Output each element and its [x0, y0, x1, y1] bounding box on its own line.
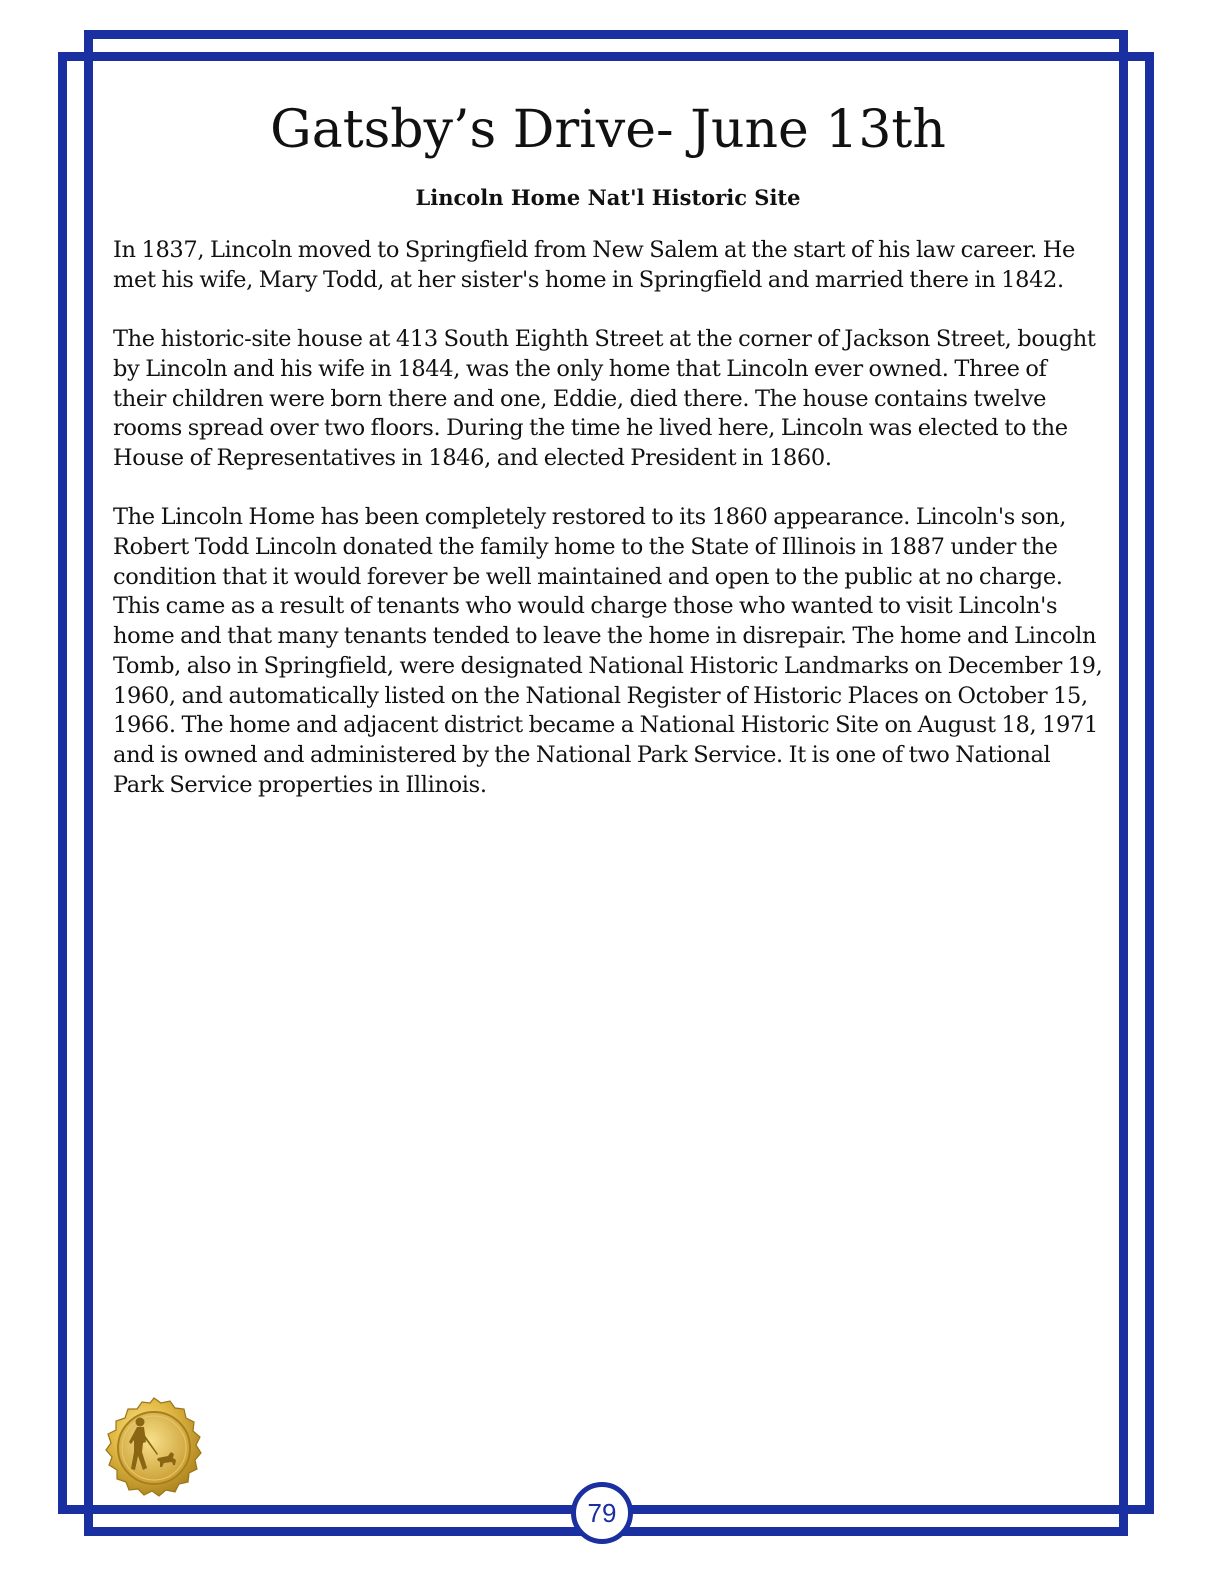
page-number-badge: 79: [571, 1482, 633, 1544]
paragraph-3: The Lincoln Home has been completely restored to its 1860 appearance. Lincoln's son, Robert Todd Lincoln donated the family home to the State of Illinois in 1887 under the condition that it would forever be well maintained and open to the public at no charge. This came as a result of tenants who would charge those who wanted to visit Lincoln's home and that many tenants tended to leave the home in disrepair. The home and Lincoln Tomb, also in Springfield, were designated National Historic Landmarks on December 19, 1960, and automatically listed on the National Register of Historic Places on October 15, 1966. The home and adjacent district became a National Historic Site on August 18, 1971 and is owned and administered by the National Park Service. It is one of two National Park Service properties in Illinois.: [113, 504, 1103, 798]
page-subtitle: Lincoln Home Nat'l Historic Site: [415, 185, 801, 210]
page-title: Gatsby’s Drive- June 13th: [270, 100, 946, 160]
body-text: [113, 236, 1103, 800]
paragraph-2: The historic-site house at 413 South Eighth Street at the corner of Jackson Street, bought by Lincoln and his wife in 1844, was the only home that Lincoln ever owned. Three of their children were born there and one, Eddie, died there. The house contains twelve rooms spread over two floors. During the time he lived here, Lincoln was elected to the House of Representatives in 1846, and elected President in 1860.: [113, 326, 1096, 471]
paragraph-1: In 1837, Lincoln moved to Springfield from New Salem at the start of his law career. He met his wife, Mary Todd, at her sister's home in Springfield and married there in 1842.: [113, 237, 1075, 293]
page-content: [113, 92, 1103, 800]
walker-with-dog-seal-icon: [100, 1394, 208, 1502]
